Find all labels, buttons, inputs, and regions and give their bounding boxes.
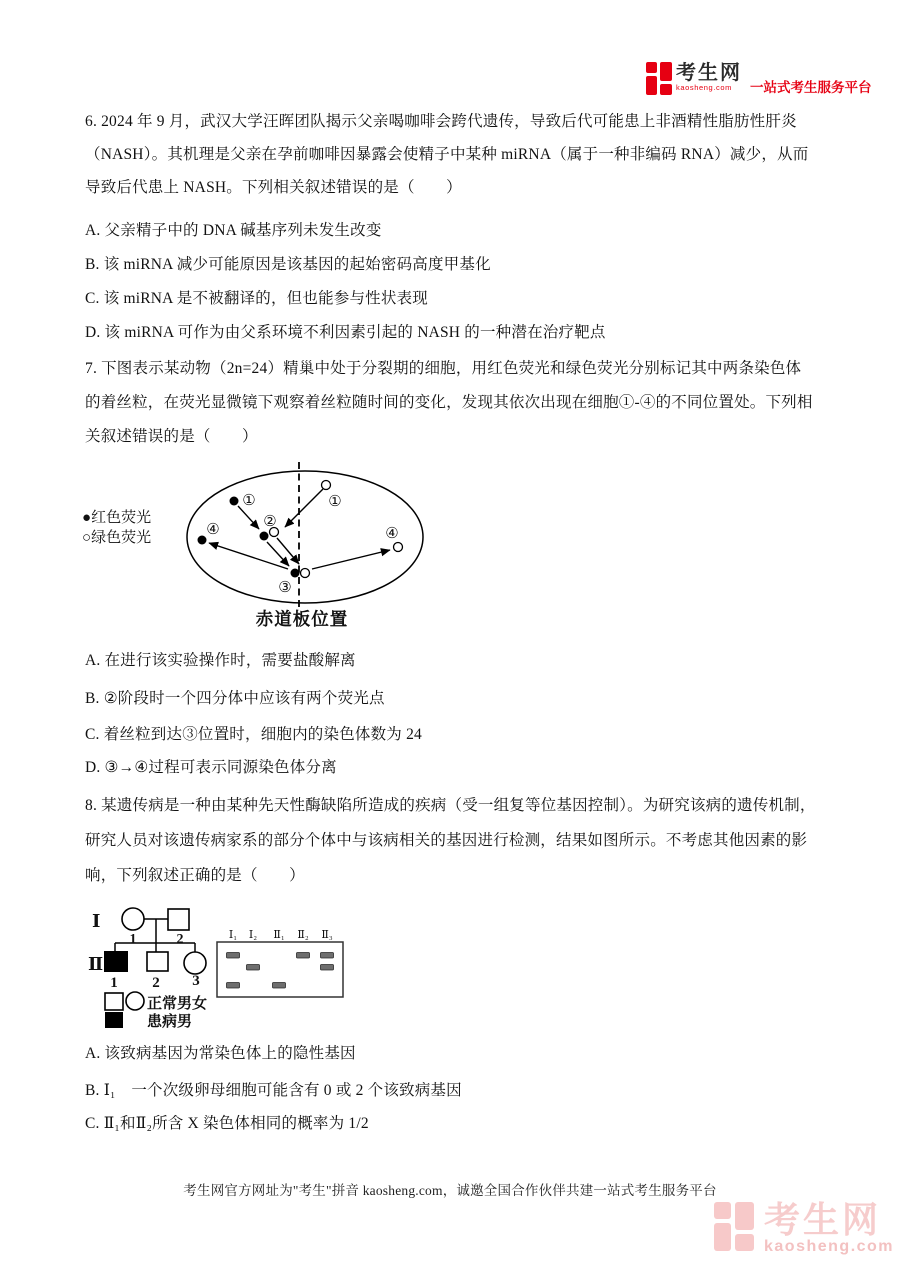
generation-2-label: Ⅱ: [88, 954, 104, 974]
q8-option-a: A. 该致病基因为常染色体上的隐性基因: [85, 1045, 356, 1062]
generation-1-label: Ⅰ: [92, 911, 101, 931]
gel-band: [273, 983, 286, 989]
footer-note: 考生网官方网址为"考生"拼音 kaosheng.com，诚邀全国合作伙伴共建一站式考生服务平台: [183, 1183, 717, 1198]
arrow-1R-to-2: [285, 489, 323, 527]
gel-band: [297, 953, 310, 959]
q7-option-b: B. ②阶段时一个四分体中应该有两个荧光点: [85, 690, 385, 707]
q7-line-3: 关叙述错误的是（ ）: [85, 428, 258, 445]
legend-normal-female-icon: [126, 992, 144, 1010]
q8-option-c: C. Ⅱ₁和Ⅱ₂所含 X 染色体相同的概率为 1/2: [85, 1115, 369, 1132]
stage-label-4-left: ④: [206, 522, 220, 538]
gel-band: [321, 953, 334, 959]
gel-electrophoresis: [210, 925, 355, 1005]
q6-option-a: A. 父亲精子中的 DNA 碱基序列未发生改变: [85, 222, 382, 239]
legend-normal-label: 正常男女: [147, 996, 208, 1012]
stage-label-1-left: ①: [242, 493, 256, 509]
red-centromere-stage1: [230, 497, 239, 506]
legend-green-fluorescence: ○绿色荧光: [82, 530, 152, 546]
watermark-name: 考生网: [764, 1199, 882, 1240]
stage-label-2: ②: [263, 514, 277, 530]
legend-normal-male-icon: [105, 993, 123, 1010]
individual-II2-male: [147, 952, 168, 971]
arrow-3-to-4R: [312, 550, 390, 569]
q7-line-1: 7. 下图表示某动物（2n=24）精巢中处于分裂期的细胞，用红色荧光和绿色荧光分别标记其中两条染色体: [85, 360, 802, 377]
stage-label-4-right: ④: [385, 526, 399, 542]
q6-option-d: D. 该 miRNA 可作为由父系环境不利因素引起的 NASH 的一种潜在治疗靶点: [85, 324, 606, 341]
logo-tagline: 一站式考生服务平台: [750, 80, 872, 95]
q6-option-c: C. 该 miRNA 是不被翻译的，但也能参与性状表现: [85, 290, 428, 307]
gel-band: [227, 953, 240, 959]
gel-lane-II3: Ⅱ₃: [321, 929, 333, 941]
green-centromere-stage3: [301, 569, 310, 578]
stage-label-3: ③: [278, 580, 292, 596]
diagram-caption: 赤道板位置: [255, 609, 349, 629]
legend-red-fluorescence: ●红色荧光: [82, 510, 152, 526]
q8-line-3: 响，下列叙述正确的是（ ）: [85, 867, 305, 884]
q6-line-3: 导致后代患上 NASH。下列相关叙述错误的是（ ）: [85, 179, 462, 196]
kaosheng-logo-icon: [646, 62, 672, 95]
q7-line-2: 的着丝粒，在荧光显微镜下观察着丝粒随时间的变化，发现其依次出现在细胞①-④的不同位置处。下列相: [85, 394, 813, 411]
green-centromere-stage4: [394, 543, 403, 552]
legend-affected-label: 患病男: [147, 1014, 193, 1030]
red-dot-icon: ●: [82, 510, 92, 526]
number-II2: 2: [152, 975, 160, 991]
red-centromere-stage3: [291, 569, 300, 578]
q7-option-c: C. 着丝粒到达③位置时，细胞内的染色体数为 24: [85, 726, 422, 743]
individual-II1-affected-male: [104, 951, 128, 972]
gel-band: [247, 965, 260, 971]
stage-label-1-right: ①: [328, 494, 342, 510]
gel-lane-II2: Ⅱ₂: [297, 929, 309, 941]
green-dot-icon: ○: [82, 530, 92, 546]
kaosheng-logo: [646, 62, 872, 96]
arrow-2-to-3-red: [267, 542, 289, 566]
gel-lane-II1: Ⅱ₁: [273, 929, 285, 941]
arrow-3-to-4L: [209, 543, 288, 569]
number-II3: 3: [192, 973, 200, 989]
gel-band: [227, 983, 240, 989]
q8-option-b: B. Ⅰ₁ 一个次级卵母细胞可能含有 0 或 2 个该致病基因: [85, 1082, 462, 1099]
q6-line-1: 6. 2024 年 9 月，武汉大学汪晖团队揭示父亲喝咖啡会跨代遗传，导致后代可能患上非酒精性脂肪性肝炎: [85, 113, 797, 130]
red-centromere-stage2: [260, 532, 269, 541]
individual-I2-male: [168, 909, 189, 930]
arrow-1L-to-2: [238, 506, 259, 529]
q8-line-1: 8. 某遗传病是一种由某种先天性酶缺陷所造成的疾病（受一组复等位基因控制）。为研究该病的遗传机制，: [85, 797, 816, 814]
kaosheng-watermark: [714, 1199, 895, 1256]
number-II1: 1: [110, 975, 118, 991]
q6-option-b: B. 该 miRNA 减少可能原因是该基因的起始密码高度甲基化: [85, 256, 491, 273]
q6-line-2: （NASH）。其机理是父亲在孕前咖啡因暴露会使精子中某种 miRNA（属于一种非编码 RNA）减少，从而: [85, 146, 809, 163]
logo-name: 考生网: [676, 62, 742, 84]
number-I2: 2: [176, 932, 184, 947]
individual-I1-female: [122, 908, 144, 930]
gel-band: [321, 965, 334, 971]
kaosheng-watermark-icon: [714, 1202, 756, 1253]
gel-lane-I1: Ⅰ₁: [228, 929, 238, 941]
green-centromere-stage1: [322, 481, 331, 490]
q7-option-a: A. 在进行该实验操作时，需要盐酸解离: [85, 652, 356, 669]
watermark-domain: kaosheng.com: [764, 1238, 895, 1255]
number-I1: 1: [129, 932, 137, 947]
gel-lane-I2: Ⅰ₂: [248, 929, 258, 941]
arrow-2-to-3-green: [277, 538, 299, 564]
logo-domain: kaosheng.com: [676, 83, 732, 92]
individual-II3-female: [184, 952, 206, 974]
red-centromere-stage4: [198, 536, 207, 545]
q8-line-2: 研究人员对该遗传病家系的部分个体中与该病相关的基因进行检测，结果如图所示。不考虑其他因素的影: [85, 832, 808, 849]
q7-option-d: D. ③→④过程可表示同源染色体分离: [85, 759, 337, 776]
legend-affected-male-icon: [105, 1012, 123, 1028]
